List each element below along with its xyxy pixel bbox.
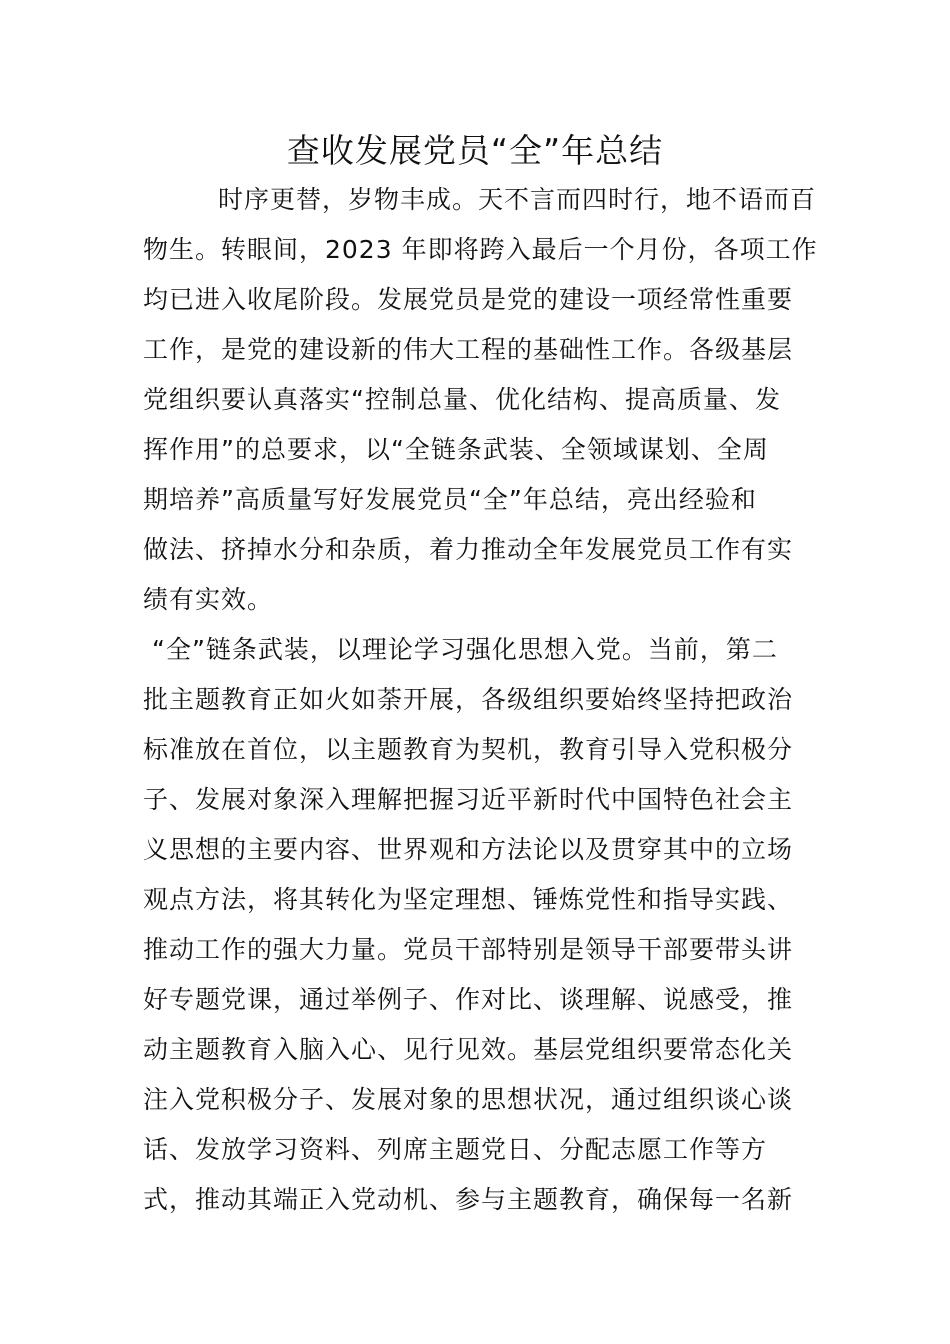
text-line: 义思想的主要内容、世界观和方法论以及贯穿其中的立场 bbox=[143, 835, 794, 864]
text-line: 工作，是党的建设新的伟大工程的基础性工作。各级基层 bbox=[143, 335, 794, 364]
text-line: 子、发展对象深入理解把握习近平新时代中国特色社会主 bbox=[143, 785, 794, 814]
text-line: 推动工作的强大力量。党员干部特别是领导干部要带头讲 bbox=[143, 935, 794, 964]
text-line: 批主题教育正如火如荼开展，各级组织要始终坚持把政治 bbox=[143, 685, 794, 714]
text-line: 做法、挤掉水分和杂质，着力推动全年发展党员工作有实 bbox=[143, 535, 794, 564]
text-line: 动主题教育入脑入心、见行见效。基层党组织要常态化关 bbox=[143, 1035, 794, 1064]
text-line: 挥作用”的总要求，以“全链条武装、全领域谋划、全周 bbox=[143, 435, 769, 464]
text-line: 话、发放学习资料、列席主题党日、分配志愿工作等方 bbox=[143, 1135, 768, 1164]
text-line: 期培养”高质量写好发展党员“全”年总结，亮出经验和 bbox=[143, 485, 757, 514]
text-line: 标准放在首位，以主题教育为契机，教育引导入党积极分 bbox=[143, 735, 794, 764]
text-line: 式，推动其端正入党动机、参与主题教育，确保每一名新 bbox=[143, 1185, 794, 1214]
text-line: 观点方法，将其转化为坚定理想、锤炼党性和指导实践、 bbox=[143, 885, 794, 914]
document-title: 查收发展党员“全”年总结 bbox=[286, 131, 664, 170]
text-line: 好专题党课，通过举例子、作对比、谈理解、说感受，推 bbox=[143, 985, 794, 1014]
text-line: 绩有实效。 bbox=[143, 585, 274, 614]
text-line: 注入党积极分子、发展对象的思想状况，通过组织谈心谈 bbox=[143, 1085, 794, 1114]
text-line: 均已进入收尾阶段。发展党员是党的建设一项经常性重要 bbox=[143, 285, 794, 314]
text-line: 党组织要认真落实“控制总量、优化结构、提高质量、发 bbox=[143, 385, 781, 414]
text-line: 物生。转眼间，2023 年即将跨入最后一个月份，各项工作 bbox=[143, 235, 818, 264]
text-line: 时序更替，岁物丰成。天不言而四时行，地不语而百 bbox=[218, 185, 817, 214]
text-line: “全”链条武装，以理论学习强化思想入党。当前，第二 bbox=[152, 635, 778, 664]
